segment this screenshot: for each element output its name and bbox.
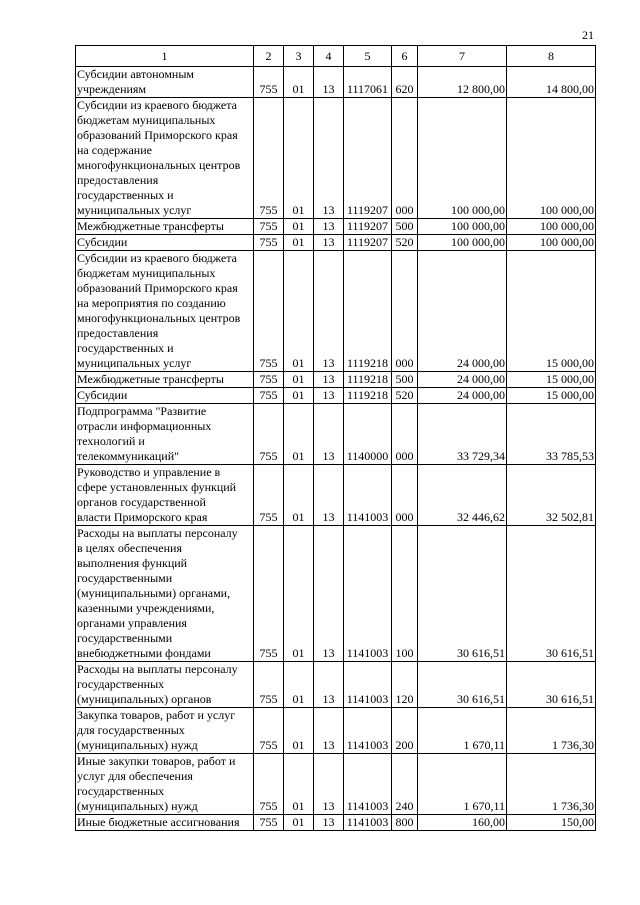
table-row <box>76 372 596 388</box>
expense-type-cell: 000 <box>392 98 418 219</box>
column-header: 2 <box>254 46 284 67</box>
section-code-cell: 01 <box>284 404 314 465</box>
row-name-cell <box>76 98 254 219</box>
subsection-code-cell: 13 <box>314 67 344 98</box>
amount-cell: 100 000,00 <box>507 235 596 251</box>
amount-cell: 24 000,00 <box>418 372 507 388</box>
amount-cell: 32 446,62 <box>418 465 507 526</box>
amount-cell: 15 000,00 <box>507 372 596 388</box>
table-row <box>76 98 596 219</box>
subsection-code-cell: 13 <box>314 235 344 251</box>
amount-cell: 1 736,30 <box>507 708 596 754</box>
row-name-line: предоставления <box>77 173 159 187</box>
row-name-line: учреждениям <box>77 82 147 96</box>
row-name-cell <box>76 235 254 251</box>
amount-cell: 150,00 <box>507 815 596 831</box>
amount-cell: 14 800,00 <box>507 67 596 98</box>
row-name-line: органами управления <box>77 616 187 630</box>
target-article-cell: 1141003 <box>344 662 392 708</box>
expense-type-cell: 620 <box>392 67 418 98</box>
row-name-line: органов государственной <box>77 495 206 509</box>
subsection-code-cell: 13 <box>314 98 344 219</box>
amount-cell: 100 000,00 <box>418 235 507 251</box>
target-article-cell: 1119207 <box>344 235 392 251</box>
section-code-cell: 01 <box>284 815 314 831</box>
row-name-line: Межбюджетные трансферты <box>77 372 224 386</box>
row-name-line: услуг для обеспечения <box>77 769 193 783</box>
table-row <box>76 754 596 815</box>
subsection-code-cell: 13 <box>314 372 344 388</box>
table-row <box>76 388 596 404</box>
amount-cell: 32 502,81 <box>507 465 596 526</box>
subsection-code-cell: 13 <box>314 388 344 404</box>
row-name-line: технологий и <box>77 434 145 448</box>
subsection-code-cell: 13 <box>314 219 344 235</box>
row-name-line: Руководство и управление в <box>77 465 221 479</box>
table-row <box>76 465 596 526</box>
column-header: 1 <box>76 46 254 67</box>
amount-cell: 100 000,00 <box>418 219 507 235</box>
row-name-line: Расходы на выплаты персоналу <box>77 526 238 540</box>
row-name-line: власти Приморского края <box>77 510 208 524</box>
section-code-cell: 01 <box>284 67 314 98</box>
row-name-line: Субсидии <box>77 235 128 249</box>
row-name-line: Иные закупки товаров, работ и <box>77 754 236 768</box>
row-name-cell <box>76 465 254 526</box>
target-article-cell: 1141003 <box>344 465 392 526</box>
ministry-code-cell: 755 <box>254 754 284 815</box>
row-name-line: отрасли информационных <box>77 419 212 433</box>
amount-cell: 160,00 <box>418 815 507 831</box>
row-name-line: Иные бюджетные ассигнования <box>77 815 240 829</box>
header-row <box>76 46 596 67</box>
ministry-code-cell: 755 <box>254 662 284 708</box>
target-article-cell: 1119207 <box>344 219 392 235</box>
column-header: 7 <box>418 46 507 67</box>
section-code-cell: 01 <box>284 662 314 708</box>
expense-type-cell: 800 <box>392 815 418 831</box>
row-name-line: Субсидии автономным <box>77 67 194 81</box>
row-name-line: на мероприятия по созданию <box>77 296 226 310</box>
section-code-cell: 01 <box>284 754 314 815</box>
row-name-line: сфере установленных функций <box>77 480 237 494</box>
ministry-code-cell: 755 <box>254 219 284 235</box>
expense-type-cell: 120 <box>392 662 418 708</box>
amount-cell: 30 616,51 <box>507 526 596 662</box>
row-name-line: на содержание <box>77 143 152 157</box>
row-name-line: многофункциональных центров <box>77 158 241 172</box>
amount-cell: 1 670,11 <box>418 708 507 754</box>
table-row <box>76 815 596 831</box>
row-name-line: Подпрограмма "Развитие <box>77 404 207 418</box>
expense-type-cell: 200 <box>392 708 418 754</box>
ministry-code-cell: 755 <box>254 235 284 251</box>
page-number: 21 <box>582 28 594 42</box>
column-header: 6 <box>392 46 418 67</box>
ministry-code-cell: 755 <box>254 815 284 831</box>
column-header: 5 <box>344 46 392 67</box>
section-code-cell: 01 <box>284 251 314 372</box>
ministry-code-cell: 755 <box>254 372 284 388</box>
ministry-code-cell: 755 <box>254 708 284 754</box>
target-article-cell: 1141003 <box>344 815 392 831</box>
table-row <box>76 526 596 662</box>
amount-cell: 24 000,00 <box>418 388 507 404</box>
target-article-cell: 1119218 <box>344 251 392 372</box>
amount-cell: 100 000,00 <box>418 98 507 219</box>
ministry-code-cell: 755 <box>254 465 284 526</box>
row-name-line: многофункциональных центров <box>77 311 241 325</box>
amount-cell: 100 000,00 <box>507 219 596 235</box>
row-name-line: государственных <box>77 784 165 798</box>
row-name-cell <box>76 754 254 815</box>
amount-cell: 30 616,51 <box>418 526 507 662</box>
amount-cell: 1 736,30 <box>507 754 596 815</box>
row-name-line: Субсидии <box>77 388 128 402</box>
subsection-code-cell: 13 <box>314 754 344 815</box>
amount-cell: 30 616,51 <box>507 662 596 708</box>
row-name-line: (муниципальных) нужд <box>77 799 198 813</box>
row-name-line: образований Приморского края <box>77 128 238 142</box>
row-name-line: выполнения функций <box>77 556 188 570</box>
section-code-cell: 01 <box>284 98 314 219</box>
subsection-code-cell: 13 <box>314 815 344 831</box>
subsection-code-cell: 13 <box>314 251 344 372</box>
row-name-cell <box>76 388 254 404</box>
row-name-line: (муниципальными) органами, <box>77 586 231 600</box>
row-name-line: муниципальных услуг <box>77 356 192 370</box>
section-code-cell: 01 <box>284 526 314 662</box>
row-name-cell <box>76 662 254 708</box>
row-name-line: государственными <box>77 631 173 645</box>
ministry-code-cell: 755 <box>254 98 284 219</box>
row-name-line: (муниципальных) нужд <box>77 738 198 752</box>
ministry-code-cell: 755 <box>254 251 284 372</box>
row-name-cell <box>76 372 254 388</box>
column-header: 3 <box>284 46 314 67</box>
row-name-line: Субсидии из краевого бюджета <box>77 98 237 112</box>
expense-type-cell: 520 <box>392 388 418 404</box>
row-name-cell <box>76 404 254 465</box>
expense-type-cell: 000 <box>392 404 418 465</box>
row-name-cell <box>76 219 254 235</box>
row-name-line: государственными <box>77 571 173 585</box>
table-row <box>76 251 596 372</box>
subsection-code-cell: 13 <box>314 404 344 465</box>
row-name-line: для государственных <box>77 723 185 737</box>
expense-type-cell: 520 <box>392 235 418 251</box>
row-name-line: предоставления <box>77 326 159 340</box>
table-row <box>76 235 596 251</box>
amount-cell: 24 000,00 <box>418 251 507 372</box>
target-article-cell: 1119218 <box>344 388 392 404</box>
expense-type-cell: 240 <box>392 754 418 815</box>
table-row <box>76 219 596 235</box>
amount-cell: 33 729,34 <box>418 404 507 465</box>
budget-table <box>75 45 596 831</box>
section-code-cell: 01 <box>284 372 314 388</box>
row-name-line: внебюджетными фондами <box>77 646 211 660</box>
row-name-line: Расходы на выплаты персоналу <box>77 662 238 676</box>
table-row <box>76 662 596 708</box>
ministry-code-cell: 755 <box>254 404 284 465</box>
row-name-line: государственных и <box>77 188 174 202</box>
section-code-cell: 01 <box>284 388 314 404</box>
row-name-line: Субсидии из краевого бюджета <box>77 251 237 265</box>
target-article-cell: 1117061 <box>344 67 392 98</box>
section-code-cell: 01 <box>284 465 314 526</box>
amount-cell: 12 800,00 <box>418 67 507 98</box>
amount-cell: 100 000,00 <box>507 98 596 219</box>
section-code-cell: 01 <box>284 219 314 235</box>
expense-type-cell: 500 <box>392 372 418 388</box>
row-name-line: телекоммуникаций" <box>77 449 180 463</box>
row-name-cell <box>76 708 254 754</box>
subsection-code-cell: 13 <box>314 662 344 708</box>
row-name-line: государственных и <box>77 341 174 355</box>
ministry-code-cell: 755 <box>254 526 284 662</box>
row-name-line: Закупка товаров, работ и услуг <box>77 708 236 722</box>
row-name-cell <box>76 815 254 831</box>
section-code-cell: 01 <box>284 235 314 251</box>
row-name-line: муниципальных услуг <box>77 203 192 217</box>
row-name-cell <box>76 526 254 662</box>
target-article-cell: 1141003 <box>344 526 392 662</box>
ministry-code-cell: 755 <box>254 67 284 98</box>
subsection-code-cell: 13 <box>314 526 344 662</box>
subsection-code-cell: 13 <box>314 465 344 526</box>
target-article-cell: 1141003 <box>344 708 392 754</box>
row-name-line: образований Приморского края <box>77 281 238 295</box>
table-row <box>76 404 596 465</box>
row-name-line: Межбюджетные трансферты <box>77 219 224 233</box>
target-article-cell: 1141003 <box>344 754 392 815</box>
row-name-line: бюджетам муниципальных <box>77 266 216 280</box>
expense-type-cell: 000 <box>392 465 418 526</box>
amount-cell: 1 670,11 <box>418 754 507 815</box>
amount-cell: 33 785,53 <box>507 404 596 465</box>
row-name-line: (муниципальных) органов <box>77 692 212 706</box>
amount-cell: 15 000,00 <box>507 388 596 404</box>
row-name-line: бюджетам муниципальных <box>77 113 216 127</box>
table-row <box>76 67 596 98</box>
ministry-code-cell: 755 <box>254 388 284 404</box>
column-header: 8 <box>507 46 596 67</box>
amount-cell: 15 000,00 <box>507 251 596 372</box>
amount-cell: 30 616,51 <box>418 662 507 708</box>
expense-type-cell: 500 <box>392 219 418 235</box>
target-article-cell: 1119207 <box>344 98 392 219</box>
row-name-cell <box>76 251 254 372</box>
target-article-cell: 1140000 <box>344 404 392 465</box>
row-name-line: государственных <box>77 677 165 691</box>
expense-type-cell: 000 <box>392 251 418 372</box>
target-article-cell: 1119218 <box>344 372 392 388</box>
column-header: 4 <box>314 46 344 67</box>
row-name-cell <box>76 67 254 98</box>
expense-type-cell: 100 <box>392 526 418 662</box>
row-name-line: в целях обеспечения <box>77 541 182 555</box>
section-code-cell: 01 <box>284 708 314 754</box>
subsection-code-cell: 13 <box>314 708 344 754</box>
table-row <box>76 708 596 754</box>
row-name-line: казенными учреждениями, <box>77 601 215 615</box>
